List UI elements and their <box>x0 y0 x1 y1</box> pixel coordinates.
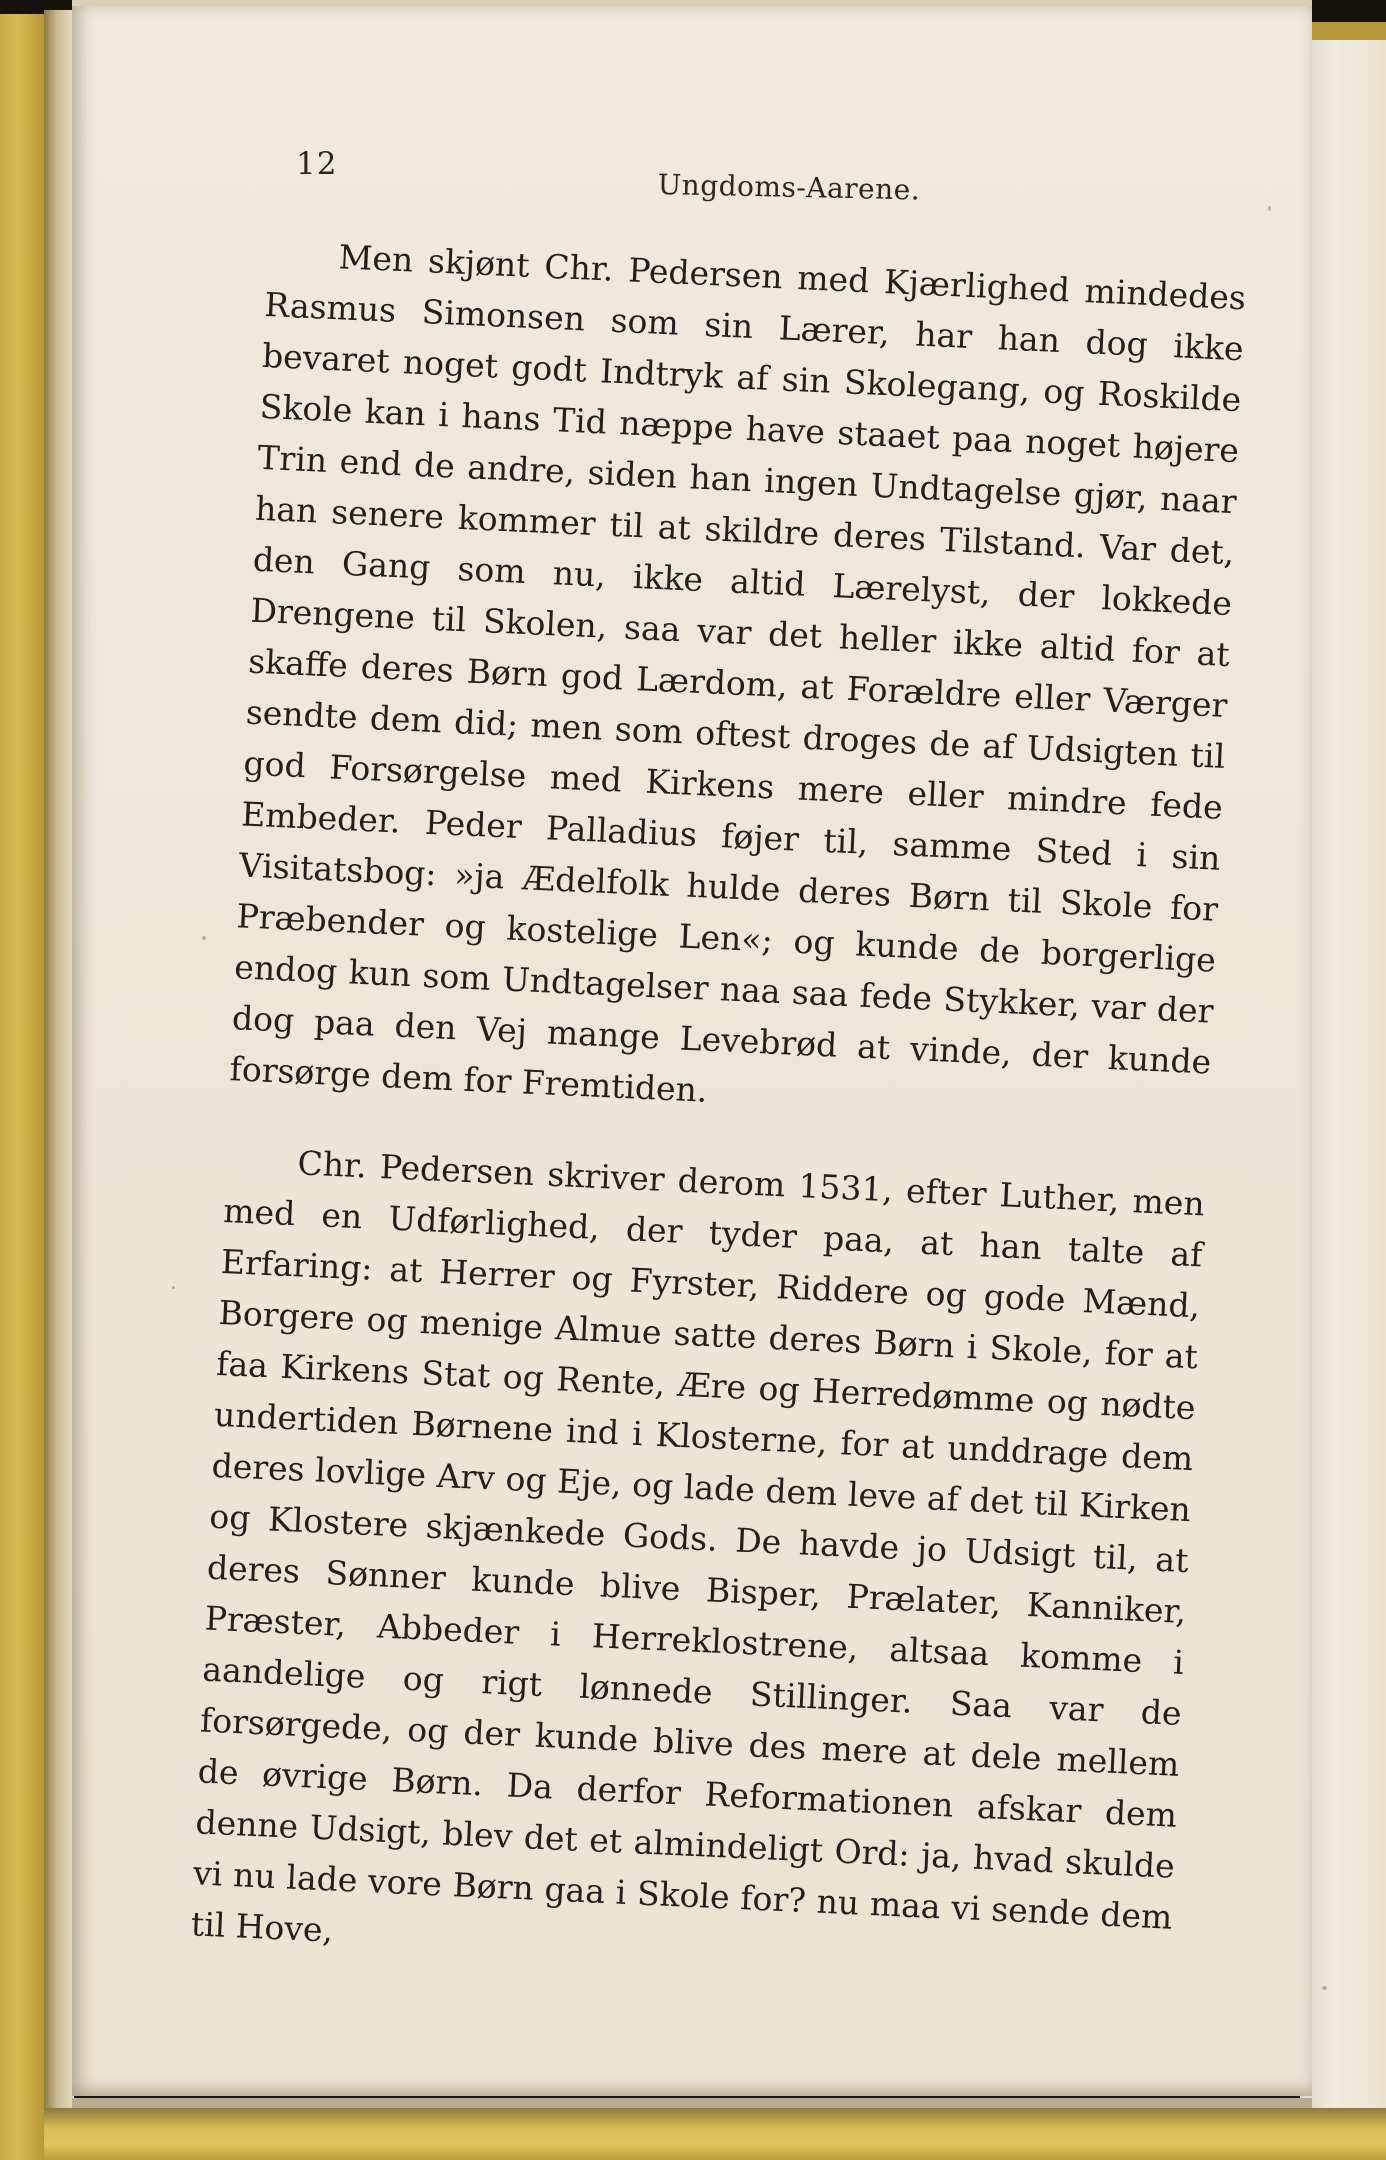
running-title: Ungdoms-Aarene. <box>657 168 921 207</box>
book-cover-bottom-edge <box>44 2108 1386 2160</box>
page-number: 12 <box>296 146 338 182</box>
page-fore-edge <box>1300 40 1386 2130</box>
page-header <box>296 138 996 207</box>
book-cover-left-edge <box>0 14 44 2160</box>
page-gutter-shadow <box>44 10 74 2160</box>
paragraph: Men skjønt Chr. Pedersen med Kjærlighed mindedes Rasmus Simonsen som sin Lærer, har han dog ikke bevaret noget godt Indtryk af sin Skolegang, og Roskilde Skole kan i hans Tid næppe have staaet paa noget højere Trin end de andre, siden han ingen Undtagelse gjør, naar han senere kommer til at skildre deres Tilstand. Var det, den Gang som nu, ikke altid Lærelyst, der lokkede Drengene til Skolen, saa var det heller ikke altid for at skaffe deres Børn god Lærdom, at Forældre eller Værger sendte dem did; men som oftest droges de af Udsigten til god Forsørgelse med Kirkens mere eller mindre fede Embeder. Peder Palladius føjer til, samme Sted i sin Visitatsbog: »ja Ædelfolk hulde deres Børn til Skole for Præbender og kostelige Len«; og kunde de borgerlige endog kun som Undtagelser naa saa fede Stykker, var der dog paa den Vej mange Levebrød at vinde, der kunde forsørge dem for Fremtiden. <box>228 237 1247 1110</box>
paper-speck <box>172 1286 175 1289</box>
paper-speck <box>1268 206 1271 211</box>
paragraph: Chr. Pedersen skriver derom 1531, efter Luther, men med en Udførlighed, der tyder paa, at han talte af Erfaring: at Herrer og Fyrster, Riddere og gode Mænd, Borgere og menige Almue satte deres Børn i Skole, for at faa Kirkens Stat og Rente, Ære og Herredømme og nødte undertiden Børnene ind i Klosterne, for at unddrage dem deres lovlige Arv og Eje, og lade dem leve af det til Kirken og Klostere skjænkede Gods. De havde jo Udsigt til, at deres Sønner kunde blive Bisper, Prælater, Kanniker, Præster, Abbeder i Herreklostrene, altsaa komme i aandelige og rigt lønnede Stillinger. Saa var de forsørgede, og der kunde blive des mere at dele mellem de øvrige Børn. Da derfor Reformationen afskar dem denne Udsigt, blev det et almindeligt Ord: ja, hvad skulde vi nu lade vore Børn gaa i Skole for? nu maa vi sende dem til Hove, <box>190 1143 1206 1950</box>
paper-speck <box>202 936 206 940</box>
paper-speck <box>1322 1986 1327 1990</box>
body-text <box>190 228 1247 1994</box>
